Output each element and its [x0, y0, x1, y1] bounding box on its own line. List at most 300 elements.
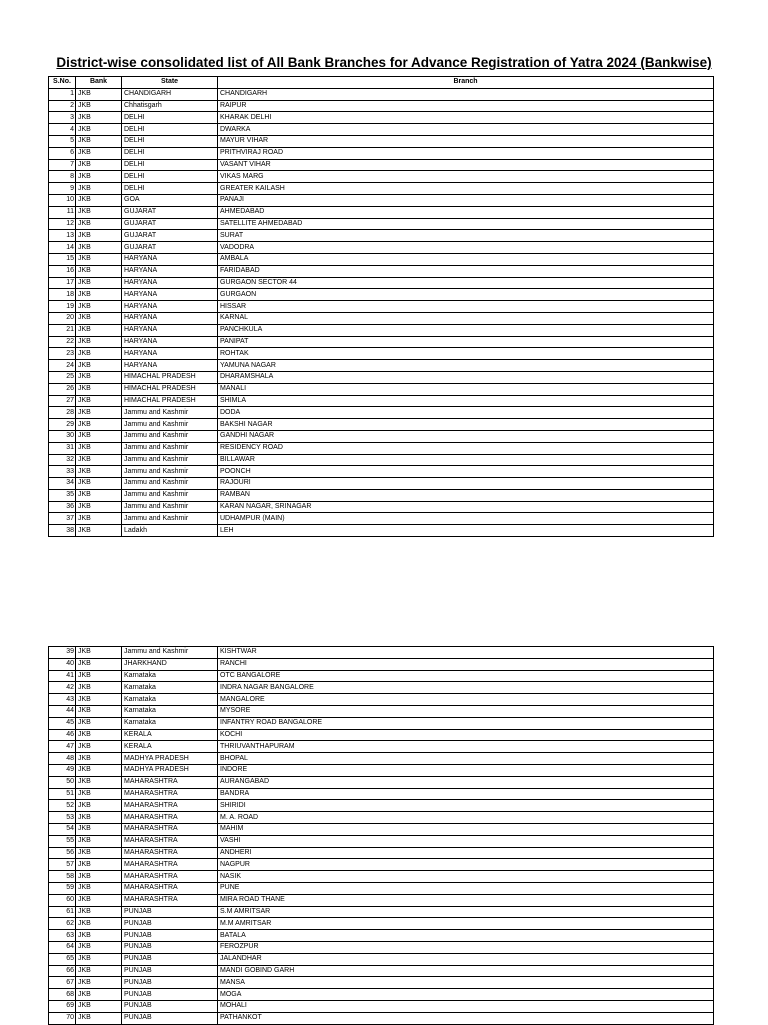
cell-sno: 26 [49, 383, 76, 395]
table-row [49, 478, 714, 490]
table-row [49, 112, 714, 124]
table-row [49, 489, 714, 501]
cell-sno: 69 [49, 1000, 76, 1012]
cell-state: DELHI [122, 135, 218, 147]
cell-sno: 65 [49, 953, 76, 965]
cell-branch: BANDRA [218, 788, 714, 800]
table-row [49, 194, 714, 206]
cell-sno: 22 [49, 336, 76, 348]
header-sno: S.No. [49, 77, 76, 89]
cell-sno: 18 [49, 289, 76, 301]
table-row [49, 442, 714, 454]
table-row [49, 682, 714, 694]
cell-branch: PANIPAT [218, 336, 714, 348]
cell-state: MADHYA PRADESH [122, 753, 218, 765]
cell-branch: CHANDIGARH [218, 88, 714, 100]
table-row [49, 454, 714, 466]
table-row [49, 135, 714, 147]
table-row [49, 1012, 714, 1024]
cell-sno: 55 [49, 835, 76, 847]
cell-sno: 43 [49, 694, 76, 706]
branch-table-part-2 [48, 646, 714, 1025]
table-row [49, 953, 714, 965]
cell-sno: 34 [49, 478, 76, 490]
cell-branch: AURANGABAD [218, 776, 714, 788]
cell-state: PUNJAB [122, 930, 218, 942]
cell-state: PUNJAB [122, 1012, 218, 1024]
cell-branch: BATALA [218, 930, 714, 942]
cell-sno: 17 [49, 277, 76, 289]
cell-sno: 57 [49, 859, 76, 871]
cell-branch: THRIUVANTHAPURAM [218, 741, 714, 753]
cell-branch: GREATER KAILASH [218, 183, 714, 195]
cell-state: Ladakh [122, 525, 218, 537]
cell-state: PUNJAB [122, 965, 218, 977]
cell-sno: 30 [49, 430, 76, 442]
cell-bank: JKB [76, 764, 122, 776]
table-row [49, 253, 714, 265]
cell-bank: JKB [76, 277, 122, 289]
cell-bank: JKB [76, 658, 122, 670]
cell-bank: JKB [76, 705, 122, 717]
cell-bank: JKB [76, 941, 122, 953]
cell-branch: ANDHERI [218, 847, 714, 859]
cell-branch: S.M AMRITSAR [218, 906, 714, 918]
cell-sno: 58 [49, 871, 76, 883]
cell-state: PUNJAB [122, 989, 218, 1001]
cell-state: MAHARASHTRA [122, 800, 218, 812]
table-row [49, 871, 714, 883]
table-row [49, 894, 714, 906]
cell-bank: JKB [76, 100, 122, 112]
cell-bank: JKB [76, 348, 122, 360]
cell-branch: RANCHI [218, 658, 714, 670]
cell-branch: LEH [218, 525, 714, 537]
cell-state: DELHI [122, 183, 218, 195]
cell-state: MAHARASHTRA [122, 847, 218, 859]
table-row [49, 823, 714, 835]
table-header-row [49, 77, 714, 89]
cell-state: Karnataka [122, 694, 218, 706]
cell-state: MAHARASHTRA [122, 859, 218, 871]
cell-branch: MOGA [218, 989, 714, 1001]
cell-sno: 32 [49, 454, 76, 466]
cell-bank: JKB [76, 965, 122, 977]
cell-sno: 15 [49, 253, 76, 265]
table-row [49, 835, 714, 847]
cell-bank: JKB [76, 407, 122, 419]
cell-branch: MANGALORE [218, 694, 714, 706]
table-row [49, 882, 714, 894]
table-row [49, 501, 714, 513]
cell-state: HARYANA [122, 289, 218, 301]
cell-branch: SHIMLA [218, 395, 714, 407]
cell-bank: JKB [76, 847, 122, 859]
table-row [49, 717, 714, 729]
cell-bank: JKB [76, 930, 122, 942]
table-row [49, 206, 714, 218]
cell-state: DELHI [122, 112, 218, 124]
cell-state: Jammu and Kashmir [122, 478, 218, 490]
cell-bank: JKB [76, 230, 122, 242]
cell-state: GUJARAT [122, 242, 218, 254]
table-row [49, 764, 714, 776]
cell-state: Jammu and Kashmir [122, 647, 218, 659]
cell-bank: JKB [76, 112, 122, 124]
cell-branch: KISHTWAR [218, 647, 714, 659]
cell-branch: GANDHI NAGAR [218, 430, 714, 442]
cell-state: GOA [122, 194, 218, 206]
cell-sno: 49 [49, 764, 76, 776]
table-row [49, 906, 714, 918]
table-row [49, 729, 714, 741]
cell-state: DELHI [122, 147, 218, 159]
cell-sno: 25 [49, 371, 76, 383]
table-row [49, 776, 714, 788]
cell-branch: RAMBAN [218, 489, 714, 501]
cell-bank: JKB [76, 741, 122, 753]
cell-branch: NAGPUR [218, 859, 714, 871]
cell-state: PUNJAB [122, 953, 218, 965]
cell-bank: JKB [76, 88, 122, 100]
cell-state: DELHI [122, 124, 218, 136]
cell-bank: JKB [76, 301, 122, 313]
cell-branch: POONCH [218, 466, 714, 478]
cell-state: Jammu and Kashmir [122, 466, 218, 478]
cell-bank: JKB [76, 918, 122, 930]
cell-sno: 47 [49, 741, 76, 753]
cell-state: HARYANA [122, 348, 218, 360]
table-row [49, 183, 714, 195]
cell-bank: JKB [76, 265, 122, 277]
cell-bank: JKB [76, 312, 122, 324]
cell-state: Jammu and Kashmir [122, 442, 218, 454]
cell-bank: JKB [76, 395, 122, 407]
cell-branch: MIRA ROAD THANE [218, 894, 714, 906]
table-row [49, 965, 714, 977]
table-row [49, 419, 714, 431]
cell-sno: 42 [49, 682, 76, 694]
table-row [49, 159, 714, 171]
table-row [49, 670, 714, 682]
cell-state: JHARKHAND [122, 658, 218, 670]
table-row [49, 705, 714, 717]
table-row [49, 430, 714, 442]
cell-branch: KOCHI [218, 729, 714, 741]
cell-state: PUNJAB [122, 1000, 218, 1012]
cell-bank: JKB [76, 871, 122, 883]
table-row [49, 147, 714, 159]
cell-sno: 52 [49, 800, 76, 812]
cell-bank: JKB [76, 466, 122, 478]
cell-branch: PRITHVIRAJ ROAD [218, 147, 714, 159]
cell-branch: FARIDABAD [218, 265, 714, 277]
table-row [49, 513, 714, 525]
header-bank: Bank [76, 77, 122, 89]
table-row [49, 336, 714, 348]
table-row [49, 324, 714, 336]
cell-sno: 31 [49, 442, 76, 454]
table-row [49, 301, 714, 313]
cell-sno: 38 [49, 525, 76, 537]
cell-bank: JKB [76, 324, 122, 336]
cell-branch: JALANDHAR [218, 953, 714, 965]
cell-bank: JKB [76, 647, 122, 659]
cell-branch: GURGAON SECTOR 44 [218, 277, 714, 289]
table-row [49, 525, 714, 537]
cell-sno: 14 [49, 242, 76, 254]
cell-sno: 4 [49, 124, 76, 136]
cell-state: MAHARASHTRA [122, 835, 218, 847]
header-state: State [122, 77, 218, 89]
cell-sno: 35 [49, 489, 76, 501]
cell-branch: KARAN NAGAR, SRINAGAR [218, 501, 714, 513]
cell-state: Karnataka [122, 682, 218, 694]
cell-sno: 51 [49, 788, 76, 800]
table-row [49, 647, 714, 659]
cell-branch: INFANTRY ROAD BANGALORE [218, 717, 714, 729]
cell-bank: JKB [76, 753, 122, 765]
cell-branch: MOHALI [218, 1000, 714, 1012]
cell-branch: SURAT [218, 230, 714, 242]
table-row [49, 753, 714, 765]
cell-sno: 5 [49, 135, 76, 147]
cell-bank: JKB [76, 977, 122, 989]
cell-branch: KARNAL [218, 312, 714, 324]
cell-state: HARYANA [122, 277, 218, 289]
table-row [49, 859, 714, 871]
cell-sno: 59 [49, 882, 76, 894]
cell-state: Karnataka [122, 717, 218, 729]
cell-state: Jammu and Kashmir [122, 407, 218, 419]
table-row [49, 348, 714, 360]
cell-state: DELHI [122, 171, 218, 183]
cell-sno: 37 [49, 513, 76, 525]
cell-state: PUNJAB [122, 977, 218, 989]
cell-branch: VADODRA [218, 242, 714, 254]
cell-sno: 39 [49, 647, 76, 659]
cell-state: HARYANA [122, 360, 218, 372]
cell-branch: DHARAMSHALA [218, 371, 714, 383]
cell-sno: 28 [49, 407, 76, 419]
cell-branch: VIKAS MARG [218, 171, 714, 183]
cell-state: GUJARAT [122, 230, 218, 242]
cell-bank: JKB [76, 383, 122, 395]
cell-state: MADHYA PRADESH [122, 764, 218, 776]
cell-bank: JKB [76, 183, 122, 195]
cell-bank: JKB [76, 717, 122, 729]
cell-bank: JKB [76, 788, 122, 800]
table-row [49, 741, 714, 753]
cell-branch: SATELLITE AHMEDABAD [218, 218, 714, 230]
cell-branch: INDORE [218, 764, 714, 776]
cell-branch: NASIK [218, 871, 714, 883]
cell-sno: 53 [49, 812, 76, 824]
table-row [49, 800, 714, 812]
cell-bank: JKB [76, 454, 122, 466]
cell-branch: M.M AMRITSAR [218, 918, 714, 930]
table-row [49, 812, 714, 824]
cell-sno: 48 [49, 753, 76, 765]
cell-state: PUNJAB [122, 941, 218, 953]
table-row [49, 124, 714, 136]
table-row [49, 383, 714, 395]
cell-sno: 60 [49, 894, 76, 906]
cell-branch: MYSORE [218, 705, 714, 717]
cell-state: HIMACHAL PRADESH [122, 395, 218, 407]
cell-bank: JKB [76, 135, 122, 147]
cell-bank: JKB [76, 835, 122, 847]
cell-bank: JKB [76, 147, 122, 159]
table-row [49, 371, 714, 383]
cell-sno: 10 [49, 194, 76, 206]
table-row [49, 658, 714, 670]
cell-sno: 41 [49, 670, 76, 682]
cell-state: MAHARASHTRA [122, 871, 218, 883]
cell-sno: 50 [49, 776, 76, 788]
cell-bank: JKB [76, 525, 122, 537]
cell-state: PUNJAB [122, 906, 218, 918]
cell-branch: OTC BANGALORE [218, 670, 714, 682]
cell-bank: JKB [76, 906, 122, 918]
cell-sno: 27 [49, 395, 76, 407]
cell-branch: PATHANKOT [218, 1012, 714, 1024]
cell-branch: MANALI [218, 383, 714, 395]
cell-bank: JKB [76, 430, 122, 442]
cell-sno: 67 [49, 977, 76, 989]
cell-branch: VASANT VIHAR [218, 159, 714, 171]
cell-bank: JKB [76, 501, 122, 513]
cell-state: HARYANA [122, 324, 218, 336]
cell-sno: 19 [49, 301, 76, 313]
cell-sno: 44 [49, 705, 76, 717]
cell-bank: JKB [76, 513, 122, 525]
cell-bank: JKB [76, 242, 122, 254]
cell-bank: JKB [76, 1012, 122, 1024]
table-row [49, 395, 714, 407]
cell-state: MAHARASHTRA [122, 788, 218, 800]
cell-sno: 6 [49, 147, 76, 159]
cell-state: PUNJAB [122, 918, 218, 930]
cell-branch: BHOPAL [218, 753, 714, 765]
cell-state: MAHARASHTRA [122, 776, 218, 788]
cell-bank: JKB [76, 882, 122, 894]
cell-branch: AMBALA [218, 253, 714, 265]
cell-sno: 29 [49, 419, 76, 431]
cell-bank: JKB [76, 894, 122, 906]
page-title: District-wise consolidated list of All Bank Branches for Advance Registration of Yatra 2024 (Bankwise) [56, 55, 712, 70]
header-branch: Branch [218, 77, 714, 89]
table-row [49, 88, 714, 100]
cell-state: GUJARAT [122, 218, 218, 230]
cell-state: Jammu and Kashmir [122, 513, 218, 525]
cell-bank: JKB [76, 360, 122, 372]
cell-sno: 46 [49, 729, 76, 741]
cell-bank: JKB [76, 682, 122, 694]
cell-branch: MAYUR VIHAR [218, 135, 714, 147]
cell-bank: JKB [76, 1000, 122, 1012]
cell-branch: BAKSHI NAGAR [218, 419, 714, 431]
cell-sno: 8 [49, 171, 76, 183]
table-row [49, 171, 714, 183]
cell-state: HARYANA [122, 336, 218, 348]
cell-sno: 13 [49, 230, 76, 242]
table-row [49, 407, 714, 419]
cell-sno: 68 [49, 989, 76, 1001]
cell-state: Jammu and Kashmir [122, 501, 218, 513]
cell-sno: 40 [49, 658, 76, 670]
cell-bank: JKB [76, 953, 122, 965]
cell-state: HIMACHAL PRADESH [122, 383, 218, 395]
cell-state: Jammu and Kashmir [122, 419, 218, 431]
cell-branch: MANDI GOBIND GARH [218, 965, 714, 977]
table-row [49, 989, 714, 1001]
cell-state: HARYANA [122, 301, 218, 313]
cell-sno: 3 [49, 112, 76, 124]
cell-sno: 7 [49, 159, 76, 171]
cell-sno: 9 [49, 183, 76, 195]
cell-state: MAHARASHTRA [122, 882, 218, 894]
cell-sno: 33 [49, 466, 76, 478]
cell-bank: JKB [76, 478, 122, 490]
cell-sno: 11 [49, 206, 76, 218]
cell-branch: DODA [218, 407, 714, 419]
cell-bank: JKB [76, 800, 122, 812]
cell-bank: JKB [76, 253, 122, 265]
cell-sno: 2 [49, 100, 76, 112]
cell-branch: AHMEDABAD [218, 206, 714, 218]
cell-branch: RAJOURI [218, 478, 714, 490]
cell-branch: GURGAON [218, 289, 714, 301]
cell-state: DELHI [122, 159, 218, 171]
cell-state: MAHARASHTRA [122, 812, 218, 824]
cell-sno: 54 [49, 823, 76, 835]
cell-bank: JKB [76, 694, 122, 706]
cell-branch: FEROZPUR [218, 941, 714, 953]
cell-sno: 1 [49, 88, 76, 100]
table-row [49, 1000, 714, 1012]
cell-branch: PANAJI [218, 194, 714, 206]
table-row [49, 847, 714, 859]
cell-branch: KHARAK DELHI [218, 112, 714, 124]
cell-branch: PANCHKULA [218, 324, 714, 336]
cell-bank: JKB [76, 989, 122, 1001]
cell-state: Jammu and Kashmir [122, 430, 218, 442]
table-row [49, 312, 714, 324]
cell-sno: 56 [49, 847, 76, 859]
cell-state: Jammu and Kashmir [122, 454, 218, 466]
cell-state: MAHARASHTRA [122, 823, 218, 835]
table-row [49, 930, 714, 942]
table-row [49, 466, 714, 478]
cell-state: HIMACHAL PRADESH [122, 371, 218, 383]
table-row [49, 242, 714, 254]
cell-sno: 70 [49, 1012, 76, 1024]
cell-sno: 61 [49, 906, 76, 918]
cell-branch: ROHTAK [218, 348, 714, 360]
table-row [49, 694, 714, 706]
cell-state: KERALA [122, 741, 218, 753]
cell-state: HARYANA [122, 265, 218, 277]
cell-branch: SHIRIDI [218, 800, 714, 812]
table-row [49, 289, 714, 301]
cell-bank: JKB [76, 729, 122, 741]
table-row [49, 218, 714, 230]
table-row [49, 360, 714, 372]
table-row [49, 265, 714, 277]
cell-sno: 12 [49, 218, 76, 230]
cell-sno: 66 [49, 965, 76, 977]
